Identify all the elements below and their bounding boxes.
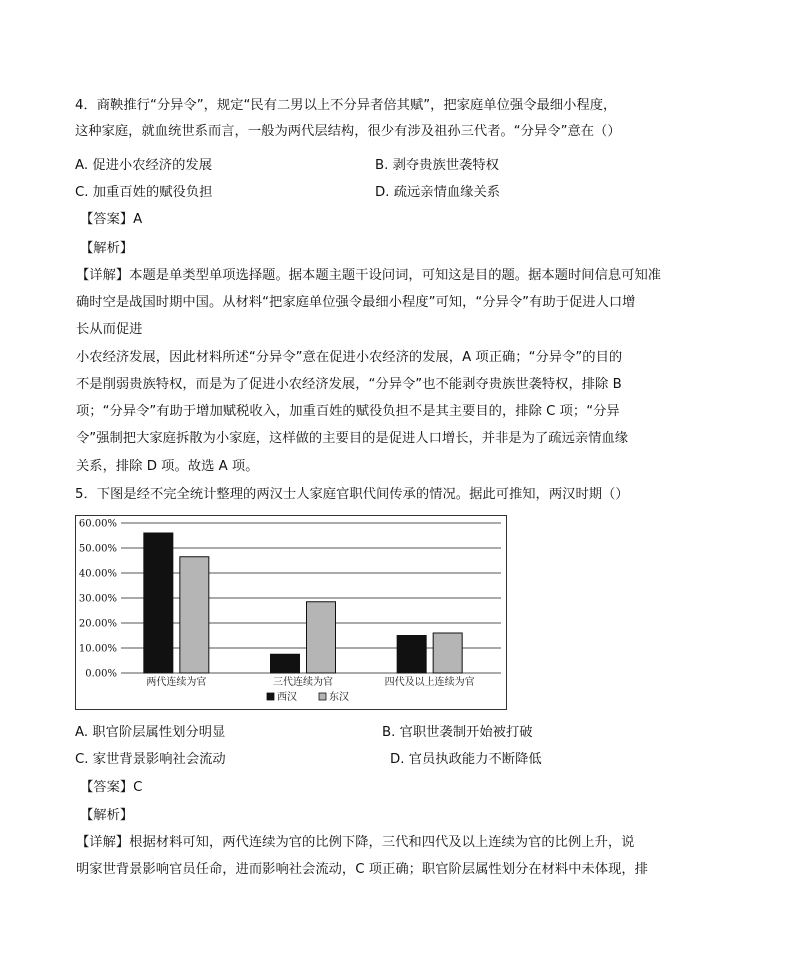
x-category-label: 两代连续为官 xyxy=(146,677,207,688)
y-tick-label: 10.00% xyxy=(78,643,117,655)
q4-detail-line: 长从而促进 xyxy=(76,322,143,337)
q5-option-a: A. 职官阶层属性划分明显 xyxy=(75,725,226,740)
q4-stem-line2: 这种家庭，就血统世系而言，一般为两代层结构，很少有涉及祖孙三代者。“分异令”意在（） xyxy=(75,124,621,139)
bar-chart-svg xyxy=(75,515,507,710)
y-tick-label: 30.00% xyxy=(78,593,117,605)
y-tick-label: 50.00% xyxy=(78,543,117,555)
q4-option-d: D. 疏远亲情血缘关系 xyxy=(375,185,501,200)
bar-chart xyxy=(75,515,507,710)
bar-西汉-2 xyxy=(397,636,426,674)
y-tick-label: 40.00% xyxy=(78,568,117,580)
legend-label: 西汉 xyxy=(277,692,297,703)
legend-swatch-西汉 xyxy=(267,693,274,700)
q4-detail-line: 项；“分异令”有助于增加赋税收入，加重百姓的赋役负担不是其主要目的，排除 C 项；“分异 xyxy=(76,404,620,419)
q4-option-a: A. 促进小农经济的发展 xyxy=(75,158,212,173)
q4-detail-line: 不是削弱贵族特权，而是为了促进小农经济发展，“分异令”也不能剥夺贵族世袭特权，排除 B xyxy=(76,377,622,392)
legend-swatch-东汉 xyxy=(319,693,326,700)
q4-detail-line: 【详解】本题是单类型单项选择题。据本题主题干设问词，可知这是目的题。据本题时间信息可知准 xyxy=(76,268,662,283)
q5-analysis-title: 【解析】 xyxy=(80,808,134,823)
y-tick-label: 20.00% xyxy=(78,618,117,630)
bar-西汉-1 xyxy=(271,654,300,673)
q5-detail-line: 明家世背景影响官员任命，进而影响社会流动，C 项正确；职官阶层属性划分在材料中未体现，排 xyxy=(76,862,648,877)
q5-option-b: B. 官职世袭制开始被打破 xyxy=(382,725,533,740)
q4-detail-line: 令”强制把大家庭拆散为小家庭，这样做的主要目的是促进人口增长，并非是为了疏远亲情血缘 xyxy=(76,431,629,446)
bar-西汉-0 xyxy=(144,533,173,673)
q5-option-d: D. 官员执政能力不断降低 xyxy=(390,752,542,767)
q4-analysis-title: 【解析】 xyxy=(80,241,134,256)
chart-x-labels xyxy=(146,675,474,688)
q4-detail-line: 确时空是战国时期中国。从材料“把家庭单位强令最细小程度”可知，“分异令”有助于促进人口增 xyxy=(76,295,636,310)
y-tick-label: 60.00% xyxy=(78,518,117,530)
q4-option-c: C. 加重百姓的赋役负担 xyxy=(75,185,213,200)
q4-detail-line: 关系，排除 D 项。故选 A 项。 xyxy=(76,459,259,474)
q4-stem-line1: 4．商鞅推行“分异令”，规定“民有二男以上不分异者倍其赋”，把家庭单位强令最细小程度， xyxy=(75,98,617,113)
y-tick-label: 0.00% xyxy=(85,668,117,680)
bar-东汉-1 xyxy=(307,602,336,673)
q5-option-c: C. 家世背景影响社会流动 xyxy=(75,752,226,767)
legend-label: 东汉 xyxy=(329,692,349,703)
q5-answer: 【答案】C xyxy=(80,780,143,795)
q5-stem: 5．下图是经不完全统计整理的两汉士人家庭官职代间传承的情况。据此可推知，两汉时期（） xyxy=(75,487,629,502)
bar-东汉-2 xyxy=(433,633,462,673)
q4-detail-line: 小农经济发展，因此材料所述“分异令”意在促进小农经济的发展，A 项正确；“分异令”的目的 xyxy=(76,350,623,365)
q4-answer: 【答案】A xyxy=(80,212,143,227)
x-category-label: 四代及以上连续为官 xyxy=(384,677,475,688)
q5-detail-line: 【详解】根据材料可知，两代连续为官的比例下降，三代和四代及以上连续为官的比例上升，说 xyxy=(76,835,635,850)
x-category-label: 三代连续为官 xyxy=(273,677,333,688)
bar-东汉-0 xyxy=(180,557,209,673)
q4-option-b: B. 剥夺贵族世袭特权 xyxy=(375,158,499,173)
